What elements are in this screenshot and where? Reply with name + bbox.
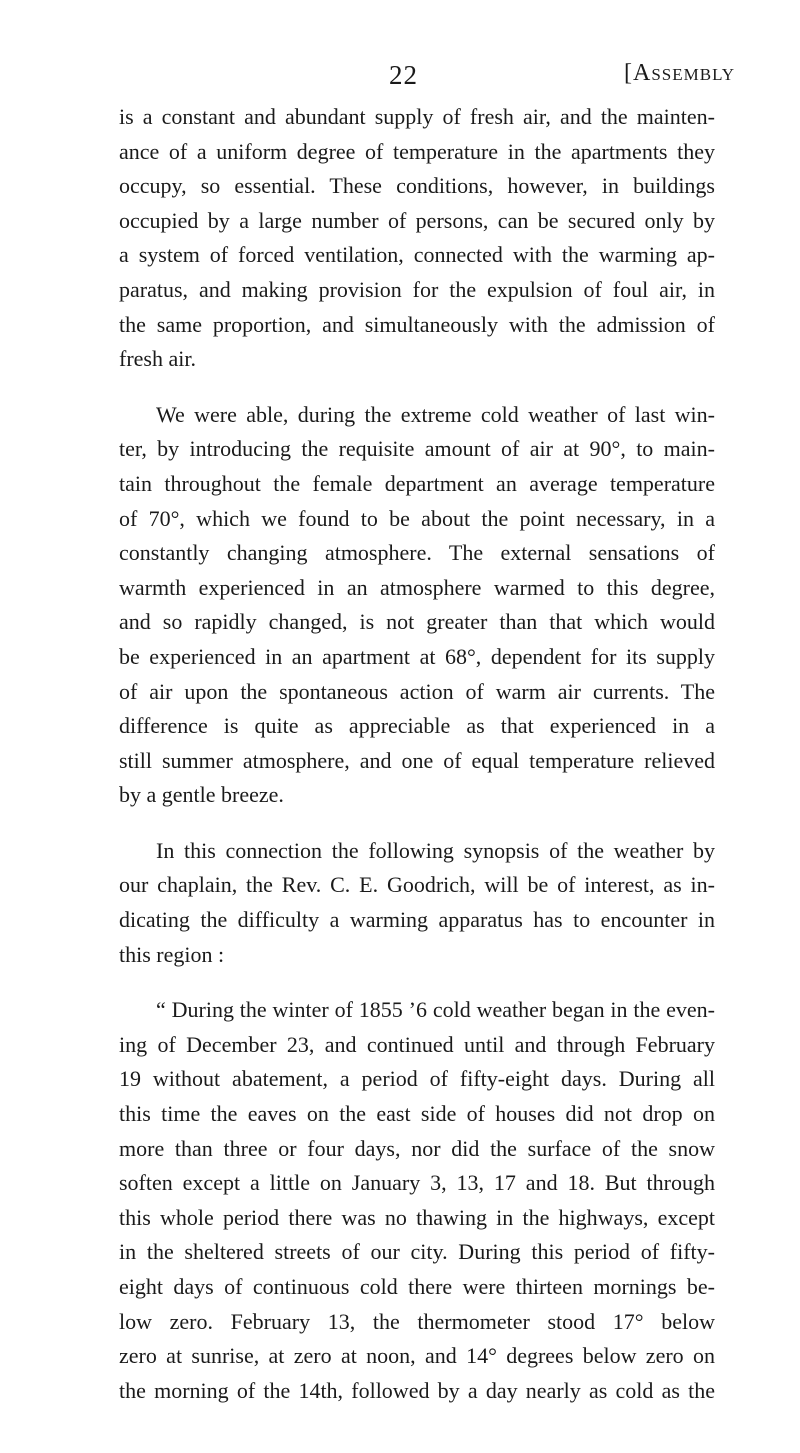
text-line: and so rapidly changed, is not greater than that which would xyxy=(119,609,715,635)
text-line: “ During the winter of 1855 ’6 cold weather began in the even- xyxy=(156,997,715,1023)
text-line: We were able, during the extreme cold weather of last win- xyxy=(156,401,715,427)
running-head: [Assembly xyxy=(624,60,736,86)
text-line: this time the eaves on the east side of houses did not drop on xyxy=(119,1101,715,1127)
text-line: occupied by a large number of persons, can be secured only by xyxy=(119,207,715,233)
paragraph-4-quotation xyxy=(119,993,715,1408)
text-line: warmth experienced in an atmosphere warmed to this degree, xyxy=(119,574,715,600)
text-line: occupy, so essential. These conditions, however, in buildings xyxy=(119,173,715,199)
text-line: the morning of the 14th, followed by a day nearly as cold as the xyxy=(119,1377,715,1403)
text-line: difference is quite as appreciable as that experienced in a xyxy=(119,713,715,739)
paragraph-2 xyxy=(119,398,715,813)
text-line: zero at sunrise, at zero at noon, and 14° degrees below zero on xyxy=(119,1343,715,1369)
text-line: eight days of continuous cold there were thirteen mornings be- xyxy=(119,1274,715,1299)
text-line: tain throughout the female department an average temperature xyxy=(119,470,715,496)
text-line: In this connection the following synopsis of the weather by xyxy=(156,837,715,863)
text-line: more than three or four days, nor did the surface of the snow xyxy=(119,1135,715,1161)
text-line: this region : xyxy=(119,941,225,967)
text-line: a system of forced ventilation, connected with the warming ap- xyxy=(119,242,715,268)
page-number: 22 xyxy=(389,60,418,90)
body-text xyxy=(119,100,715,1429)
text-line: low zero. February 13, the thermometer stood 17° below xyxy=(119,1308,715,1334)
text-line: soften except a little on January 3, 13, 17 and 18. But through xyxy=(119,1170,715,1196)
text-line: paratus, and making provision for the expulsion of foul air, in xyxy=(119,276,715,302)
text-line: the same proportion, and simultaneously with the admission of xyxy=(119,311,715,337)
paragraph-1 xyxy=(119,100,715,377)
text-line: ter, by introducing the requisite amount of air at 90°, to main- xyxy=(119,436,715,462)
text-line: this whole period there was no thawing in the highways, except xyxy=(119,1204,715,1230)
text-line: is a constant and abundant supply of fresh air, and the mainten- xyxy=(119,104,715,129)
text-line: of air upon the spontaneous action of warm air currents. The xyxy=(119,678,715,704)
text-line: 19 without abatement, a period of fifty-eight days. During all xyxy=(119,1066,715,1092)
text-line: be experienced in an apartment at 68°, dependent for its supply xyxy=(119,643,715,669)
text-line: in the sheltered streets of our city. During this period of fifty- xyxy=(119,1239,715,1265)
text-line: constantly changing atmosphere. The external sensations of xyxy=(119,540,715,566)
text-line: our chaplain, the Rev. C. E. Goodrich, will be of interest, as in- xyxy=(119,872,715,898)
text-line: by a gentle breeze. xyxy=(119,782,284,808)
text-line: of 70°, which we found to be about the point necessary, in a xyxy=(119,505,715,531)
paragraph-3 xyxy=(119,834,715,972)
page-header xyxy=(0,60,800,100)
text-line: dicating the difficulty a warming apparatus has to encounter in xyxy=(119,907,715,933)
text-line: fresh air. xyxy=(119,346,196,372)
text-line: ing of December 23, and continued until and through February xyxy=(119,1031,715,1057)
text-line: ance of a uniform degree of temperature in the apartments they xyxy=(119,138,715,164)
text-line: still summer atmosphere, and one of equal temperature relieved xyxy=(119,747,715,773)
